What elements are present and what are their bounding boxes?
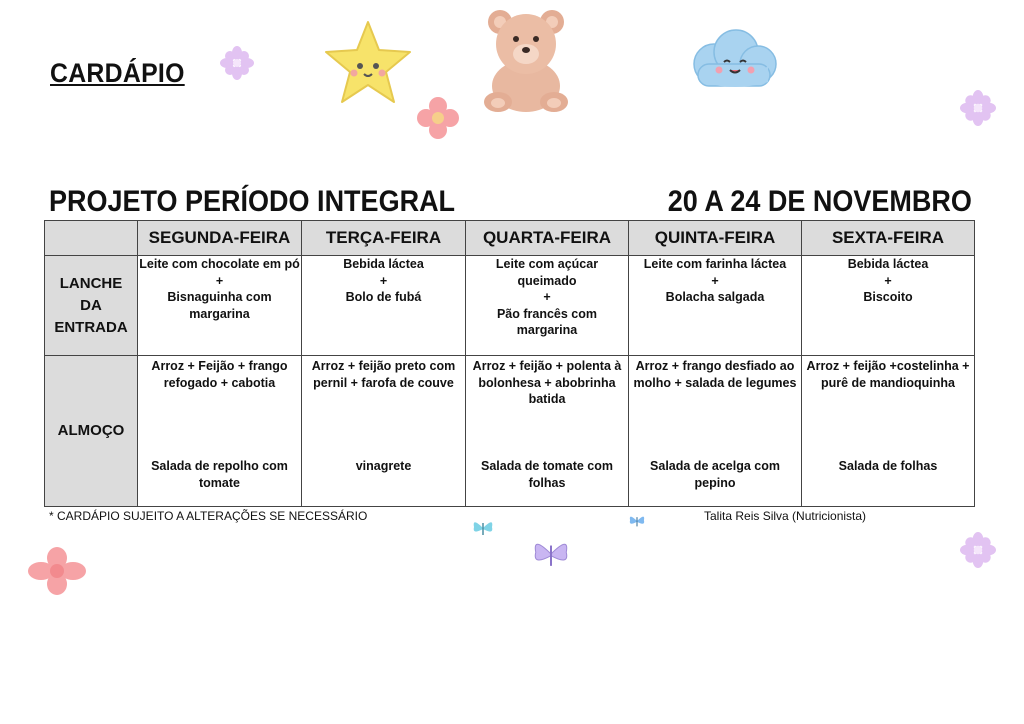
menu-item: Bebida láctea xyxy=(343,257,424,271)
day-header: TERÇA-FEIRA xyxy=(302,221,466,256)
menu-item: Biscoito xyxy=(863,290,913,304)
menu-separator: + xyxy=(543,290,551,304)
table-row xyxy=(45,356,975,507)
menu-item: Arroz + Feijão + frango refogado + cabotia xyxy=(151,359,288,390)
menu-item: Leite com farinha láctea xyxy=(643,257,787,271)
row-label-line: LANCHE xyxy=(59,274,123,292)
butterfly-icon xyxy=(528,532,574,576)
project-title: PROJETO PERÍODO INTEGRAL xyxy=(49,185,456,218)
flower-icon xyxy=(220,46,254,80)
star-icon xyxy=(322,18,414,104)
flower-icon xyxy=(960,532,996,568)
row-label-almoco: ALMOÇO xyxy=(45,356,138,507)
week-dates: 20 A 24 DE NOVEMBRO xyxy=(667,185,972,218)
salad-item: vinagrete xyxy=(355,459,412,473)
butterfly-icon xyxy=(626,511,648,531)
menu-cell xyxy=(802,256,975,356)
menu-item: Arroz + feijão + polenta à bolonhesa + abobrinha batida xyxy=(472,359,622,406)
menu-item: Bolo de fubá xyxy=(345,290,422,304)
menu-cell xyxy=(466,356,629,507)
table-corner-cell xyxy=(45,221,138,256)
menu-cell xyxy=(802,356,975,507)
flower-icon xyxy=(960,90,996,126)
nutritionist-signature: Talita Reis Silva (Nutricionista) xyxy=(704,509,867,523)
footer-note: * CARDÁPIO SUJEITO A ALTERAÇÕES SE NECESSÁRIO xyxy=(49,509,368,523)
menu-separator: + xyxy=(711,273,719,288)
menu-separator: + xyxy=(884,273,892,288)
salad-item: Salada de tomate com folhas xyxy=(481,459,613,490)
menu-cell xyxy=(302,256,466,356)
menu-item: Arroz + feijão preto com pernil + farofa de couve xyxy=(311,359,456,390)
menu-item: Arroz + frango desfiado ao molho + salada de legumes xyxy=(633,359,797,390)
menu-item: Bolacha salgada xyxy=(665,290,765,304)
salad-item: Salada de repolho com tomate xyxy=(151,459,288,490)
table-header-row xyxy=(45,221,975,256)
menu-item: Leite com chocolate em pó xyxy=(139,257,300,271)
menu-cell xyxy=(138,356,302,507)
row-label-line: ENTRADA xyxy=(54,318,128,336)
day-header: QUINTA-FEIRA xyxy=(629,221,802,256)
menu-cell xyxy=(629,256,802,356)
table-row xyxy=(45,256,975,356)
menu-item: Pão francês com margarina xyxy=(496,306,598,337)
flower-icon xyxy=(28,546,86,596)
page-title: CARDÁPIO xyxy=(50,58,185,88)
day-header: QUARTA-FEIRA xyxy=(466,221,629,256)
butterfly-icon xyxy=(470,515,496,541)
menu-cell xyxy=(138,256,302,356)
teddy-bear-icon xyxy=(476,6,576,116)
day-header: SEGUNDA-FEIRA xyxy=(138,221,302,256)
menu-separator: + xyxy=(215,273,224,288)
salad-item: Salada de folhas xyxy=(838,459,938,473)
menu-item: Bisnaguinha com margarina xyxy=(167,290,272,321)
menu-cell xyxy=(466,256,629,356)
menu-cell xyxy=(629,356,802,507)
flower-icon xyxy=(416,96,460,140)
menu-item: Leite com açúcar queimado xyxy=(495,257,599,288)
menu-cell xyxy=(302,356,466,507)
salad-item: Salada de acelga com pepino xyxy=(650,459,780,490)
day-header: SEXTA-FEIRA xyxy=(802,221,975,256)
row-label-line: DA xyxy=(80,296,102,314)
row-label-lanche xyxy=(45,256,138,356)
menu-separator: + xyxy=(379,273,388,288)
menu-item: Arroz + feijão +costelinha + purê de mandioquinha xyxy=(806,359,970,390)
menu-table xyxy=(44,220,975,507)
menu-item: Bebida láctea xyxy=(847,257,929,271)
cloud-icon xyxy=(684,24,782,94)
